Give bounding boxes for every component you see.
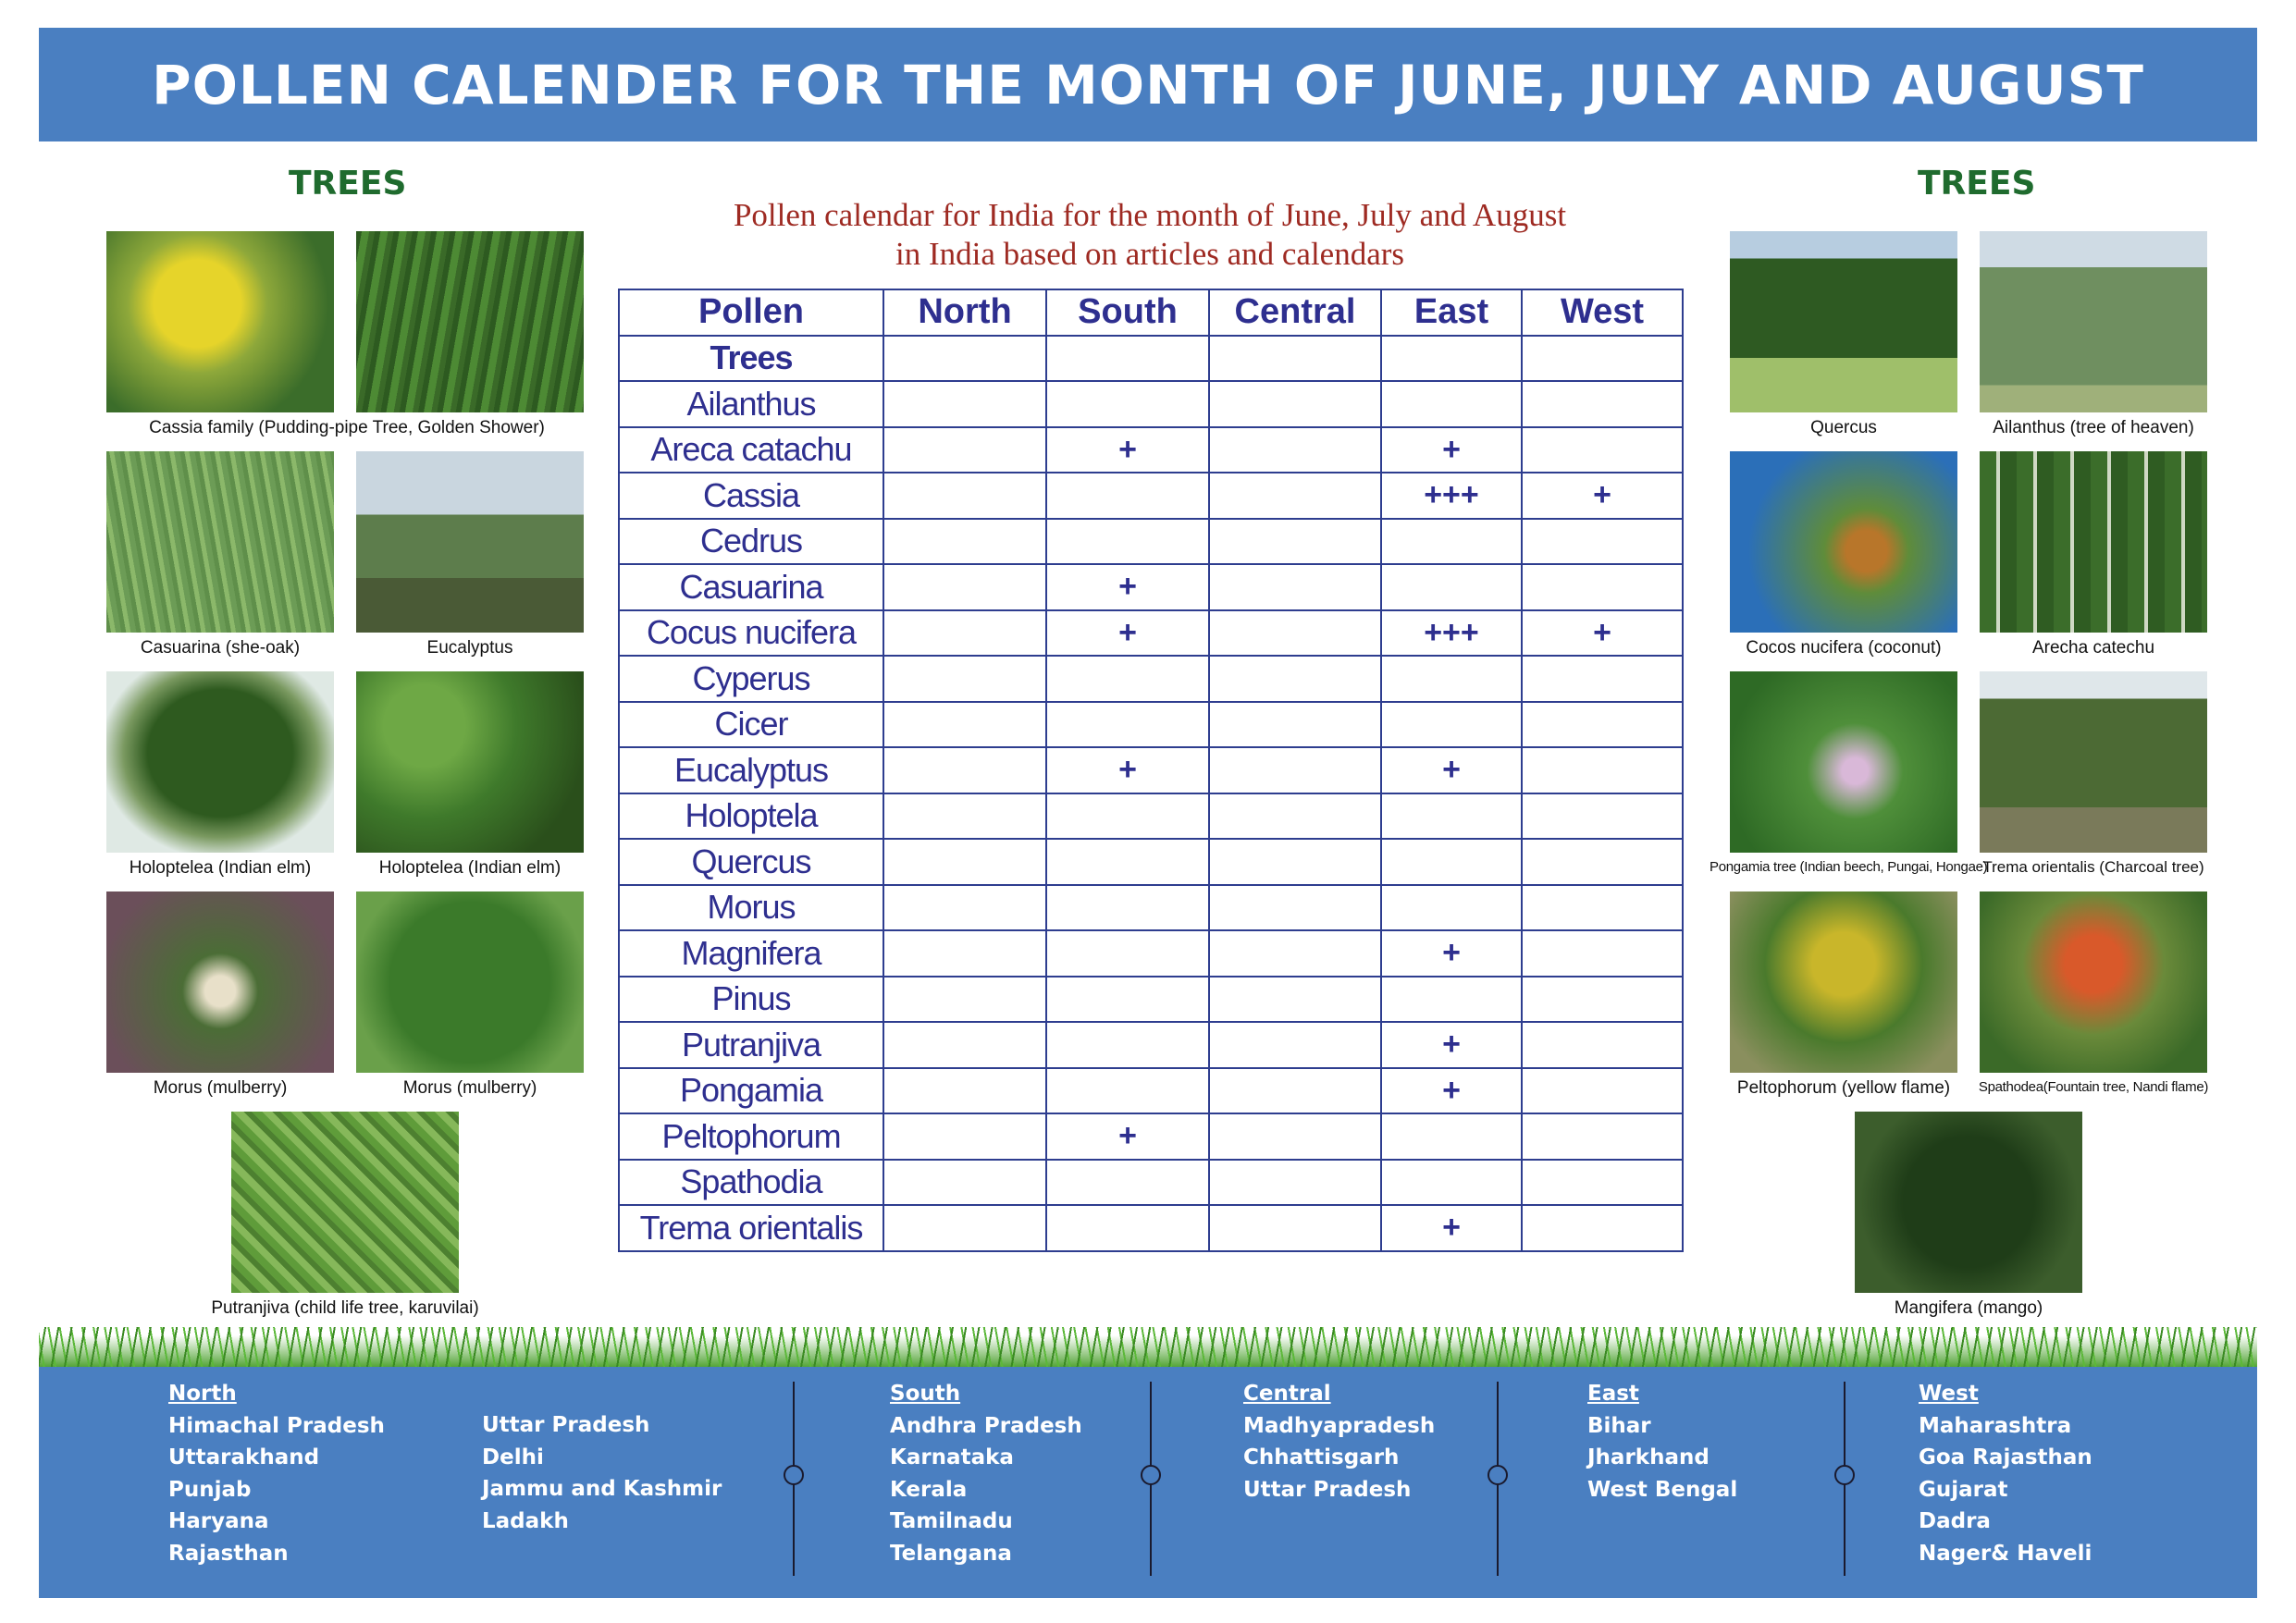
cell-east: + [1381, 1022, 1522, 1068]
grass-border [39, 1327, 2257, 1369]
caption-ailanthus: Ailanthus (tree of heaven) [1993, 418, 2194, 437]
region-state: Bihar [1587, 1413, 1651, 1438]
header-south: South [1046, 289, 1209, 336]
divider-ornament [1487, 1382, 1508, 1576]
cell-north [883, 930, 1046, 977]
cell-east: + [1381, 427, 1522, 473]
cell-central [1209, 336, 1381, 382]
cell-central [1209, 793, 1381, 840]
photo-ailanthus [1980, 231, 2207, 412]
cell-central [1209, 885, 1381, 931]
trees-heading-left: TREES [289, 165, 407, 203]
cell-south [1046, 930, 1209, 977]
subtitle-line-2: in India based on articles and calendars [895, 236, 1405, 272]
region-state: Jharkhand [1587, 1445, 1710, 1469]
cell-north [883, 793, 1046, 840]
photo-eucalyptus [356, 451, 584, 633]
table-row [619, 839, 1683, 885]
cell-south [1046, 1205, 1209, 1251]
region-state: Dadra [1919, 1509, 1991, 1533]
cell-north [883, 885, 1046, 931]
region-state: Nager& Haveli [1919, 1541, 2092, 1566]
cell-south [1046, 977, 1209, 1023]
region-west-heading: West [1919, 1382, 1979, 1406]
pollen-name-cell: Cyperus [619, 656, 883, 702]
pollen-table [618, 289, 1684, 1252]
cell-north [883, 1068, 1046, 1114]
cell-east [1381, 885, 1522, 931]
pollen-name-cell: Cocus nucifera [619, 610, 883, 657]
cell-west [1522, 702, 1683, 748]
region-state: Uttar Pradesh [1243, 1477, 1412, 1502]
cell-central [1209, 1205, 1381, 1251]
cell-south [1046, 1068, 1209, 1114]
table-row [619, 930, 1683, 977]
cell-north [883, 1022, 1046, 1068]
cell-east: +++ [1381, 473, 1522, 519]
cell-south [1046, 381, 1209, 427]
caption-peltophorum: Peltophorum (yellow flame) [1736, 1078, 1951, 1098]
cell-north [883, 977, 1046, 1023]
photo-peltophorum [1730, 891, 1957, 1073]
table-row [619, 1205, 1683, 1251]
cell-south [1046, 702, 1209, 748]
pollen-name-cell: Magnifera [619, 930, 883, 977]
cell-west [1522, 793, 1683, 840]
region-state: Kerala [890, 1477, 968, 1502]
cell-east [1381, 839, 1522, 885]
region-state: Delhi [482, 1445, 544, 1469]
cell-west: + [1522, 473, 1683, 519]
cell-central [1209, 381, 1381, 427]
cell-central [1209, 1113, 1381, 1160]
pollen-name-cell: Holoptela [619, 793, 883, 840]
table-row [619, 1113, 1683, 1160]
photo-quercus [1730, 231, 1957, 412]
region-state: Jammu and Kashmir [482, 1477, 722, 1501]
cell-west [1522, 656, 1683, 702]
divider-ornament [1141, 1382, 1161, 1576]
caption-holoptelea-2: Holoptelea (Indian elm) [378, 858, 562, 878]
table-row [619, 427, 1683, 473]
cell-west [1522, 519, 1683, 565]
region-state: Chhattisgarh [1243, 1445, 1400, 1469]
caption-pongamia: Pongamia tree (Indian beech, Pungai, Hongae) [1710, 859, 1988, 875]
table-row [619, 977, 1683, 1023]
table-row [619, 885, 1683, 931]
cell-east [1381, 656, 1522, 702]
cell-south [1046, 1160, 1209, 1206]
cell-west [1522, 336, 1683, 382]
caption-eucalyptus: Eucalyptus [426, 638, 513, 658]
pollen-name-cell: Cicer [619, 702, 883, 748]
header-east: East [1381, 289, 1522, 336]
cell-west [1522, 977, 1683, 1023]
region-central [1243, 1378, 1435, 1506]
subtitle-line-1: Pollen calendar for India for the month of June, July and August [733, 197, 1567, 233]
photo-areca [1980, 451, 2207, 633]
cell-east [1381, 564, 1522, 610]
cell-west [1522, 1113, 1683, 1160]
caption-morus-2: Morus (mulberry) [402, 1078, 537, 1098]
cell-central [1209, 702, 1381, 748]
region-state: Madhyapradesh [1243, 1413, 1436, 1438]
cell-west [1522, 1022, 1683, 1068]
region-north [168, 1378, 385, 1569]
caption-cassia: Cassia family (Pudding-pipe Tree, Golden Shower) [149, 418, 545, 437]
cell-central [1209, 473, 1381, 519]
cell-north [883, 473, 1046, 519]
cell-east [1381, 702, 1522, 748]
region-north-heading: North [168, 1382, 237, 1406]
table-row [619, 1022, 1683, 1068]
pollen-name-cell: Trees [619, 336, 883, 382]
cell-east [1381, 336, 1522, 382]
cell-central [1209, 839, 1381, 885]
photo-holoptelea-1 [106, 671, 334, 853]
cell-north [883, 564, 1046, 610]
header-west: West [1522, 289, 1683, 336]
cell-central [1209, 977, 1381, 1023]
cell-central [1209, 1068, 1381, 1114]
region-state: Andhra Pradesh [890, 1413, 1082, 1438]
cell-north [883, 1205, 1046, 1251]
header-central: Central [1209, 289, 1381, 336]
cell-south [1046, 656, 1209, 702]
pollen-name-cell: Cedrus [619, 519, 883, 565]
caption-cocos: Cocos nucifera (coconut) [1746, 638, 1942, 658]
table-row [619, 473, 1683, 519]
table-row [619, 1160, 1683, 1206]
region-state: Himachal Pradesh [168, 1413, 385, 1438]
cell-west [1522, 1068, 1683, 1114]
cell-north [883, 1113, 1046, 1160]
table-row [619, 702, 1683, 748]
cell-south [1046, 519, 1209, 565]
region-state: Rajasthan [168, 1541, 289, 1566]
region-footer [39, 1367, 2257, 1598]
region-state: Gujarat [1919, 1477, 2008, 1502]
region-state: Goa Rajasthan [1919, 1445, 2092, 1469]
cell-west: + [1522, 610, 1683, 657]
region-state: West Bengal [1587, 1477, 1738, 1502]
region-central-heading: Central [1243, 1382, 1331, 1406]
photo-mangifera [1855, 1112, 2082, 1293]
table-header-row [619, 289, 1683, 336]
photo-morus-1 [106, 891, 334, 1073]
table-row [619, 381, 1683, 427]
pollen-name-cell: Morus [619, 885, 883, 931]
cell-central [1209, 930, 1381, 977]
cell-south: + [1046, 1113, 1209, 1160]
caption-casuarina: Casuarina (she-oak) [140, 638, 301, 658]
cell-west [1522, 885, 1683, 931]
header-north: North [883, 289, 1046, 336]
cell-west [1522, 427, 1683, 473]
photo-casuarina [106, 451, 334, 633]
photo-putranjiva [231, 1112, 459, 1293]
trees-heading-right: TREES [1918, 165, 2036, 203]
cell-north [883, 381, 1046, 427]
caption-holoptelea-1: Holoptelea (Indian elm) [129, 858, 312, 878]
photo-cassia-1 [106, 231, 334, 412]
table-row [619, 656, 1683, 702]
cell-south: + [1046, 427, 1209, 473]
pollen-name-cell: Areca catachu [619, 427, 883, 473]
cell-central [1209, 1160, 1381, 1206]
pollen-name-cell: Spathodia [619, 1160, 883, 1206]
cell-south [1046, 839, 1209, 885]
region-state: Karnataka [890, 1445, 1014, 1469]
divider-ornament [784, 1382, 804, 1576]
table-row [619, 793, 1683, 840]
cell-north [883, 656, 1046, 702]
page-title: POLLEN CALENDER FOR THE MONTH OF JUNE, JULY AND AUGUST [152, 53, 2144, 117]
pollen-name-cell: Pinus [619, 977, 883, 1023]
pollen-name-cell: Peltophorum [619, 1113, 883, 1160]
cell-south [1046, 885, 1209, 931]
cell-east: +++ [1381, 610, 1522, 657]
cell-east [1381, 977, 1522, 1023]
cell-north [883, 702, 1046, 748]
region-west [1919, 1378, 2092, 1569]
pollen-name-cell: Trema orientalis [619, 1205, 883, 1251]
region-north-col2 [482, 1409, 722, 1537]
photo-trema [1980, 671, 2207, 853]
cell-north [883, 747, 1046, 793]
region-state: Haryana [168, 1509, 269, 1533]
cell-north [883, 610, 1046, 657]
cell-south [1046, 1022, 1209, 1068]
cell-west [1522, 839, 1683, 885]
table-row [619, 336, 1683, 382]
table-row [619, 519, 1683, 565]
photo-spathodea [1980, 891, 2207, 1073]
caption-trema: Trema orientalis (Charcoal tree) [1982, 858, 2204, 876]
cell-east: + [1381, 930, 1522, 977]
cell-south [1046, 336, 1209, 382]
table-row [619, 610, 1683, 657]
region-state: Maharashtra [1919, 1413, 2072, 1438]
pollen-name-cell: Quercus [619, 839, 883, 885]
region-state: Punjab [168, 1477, 252, 1502]
pollen-name-cell: Casuarina [619, 564, 883, 610]
cell-west [1522, 1205, 1683, 1251]
pollen-name-cell: Eucalyptus [619, 747, 883, 793]
region-east [1587, 1378, 1737, 1506]
photo-cocos [1730, 451, 1957, 633]
table-row [619, 1068, 1683, 1114]
table-row [619, 564, 1683, 610]
photo-pongamia [1730, 671, 1957, 853]
pollen-name-cell: Pongamia [619, 1068, 883, 1114]
cell-central [1209, 656, 1381, 702]
caption-morus-1: Morus (mulberry) [153, 1078, 288, 1098]
photo-morus-2 [356, 891, 584, 1073]
cell-east [1381, 793, 1522, 840]
cell-east [1381, 1113, 1522, 1160]
region-state: Uttarakhand [168, 1445, 320, 1469]
caption-mangifera: Mangifera (mango) [1894, 1298, 2043, 1318]
region-state: Uttar Pradesh [482, 1413, 650, 1437]
cell-south [1046, 793, 1209, 840]
divider-ornament [1834, 1382, 1855, 1576]
cell-central [1209, 610, 1381, 657]
caption-putranjiva: Putranjiva (child life tree, karuvilai) [211, 1298, 479, 1318]
photo-holoptelea-2 [356, 671, 584, 853]
cell-south: + [1046, 747, 1209, 793]
pollen-name-cell: Putranjiva [619, 1022, 883, 1068]
table-subtitle [618, 196, 1682, 274]
cell-north [883, 427, 1046, 473]
cell-central [1209, 519, 1381, 565]
cell-south: + [1046, 610, 1209, 657]
cell-east [1381, 519, 1522, 565]
region-state: Telangana [890, 1541, 1012, 1566]
cell-east: + [1381, 1205, 1522, 1251]
cell-west [1522, 1160, 1683, 1206]
cell-central [1209, 427, 1381, 473]
region-east-heading: East [1587, 1382, 1639, 1406]
pollen-name-cell: Cassia [619, 473, 883, 519]
cell-east: + [1381, 747, 1522, 793]
cell-east: + [1381, 1068, 1522, 1114]
cell-west [1522, 747, 1683, 793]
cell-north [883, 519, 1046, 565]
cell-central [1209, 564, 1381, 610]
cell-north [883, 1160, 1046, 1206]
caption-spathodea: Spathodea(Fountain tree, Nandi flame) [1978, 1079, 2209, 1095]
header-pollen: Pollen [619, 289, 883, 336]
caption-quercus: Quercus [1810, 418, 1877, 437]
cell-south [1046, 473, 1209, 519]
cell-west [1522, 381, 1683, 427]
region-south-heading: South [890, 1382, 961, 1406]
title-banner [39, 28, 2257, 141]
cell-west [1522, 564, 1683, 610]
region-state: Ladakh [482, 1508, 569, 1533]
cell-north [883, 336, 1046, 382]
cell-north [883, 839, 1046, 885]
cell-east [1381, 1160, 1522, 1206]
pollen-name-cell: Ailanthus [619, 381, 883, 427]
cell-central [1209, 747, 1381, 793]
photo-cassia-2 [356, 231, 584, 412]
cell-east [1381, 381, 1522, 427]
cell-south: + [1046, 564, 1209, 610]
cell-central [1209, 1022, 1381, 1068]
table-row [619, 747, 1683, 793]
region-south [890, 1378, 1082, 1569]
cell-west [1522, 930, 1683, 977]
region-state: Tamilnadu [890, 1509, 1013, 1533]
caption-areca: Arecha catechu [2031, 638, 2155, 658]
